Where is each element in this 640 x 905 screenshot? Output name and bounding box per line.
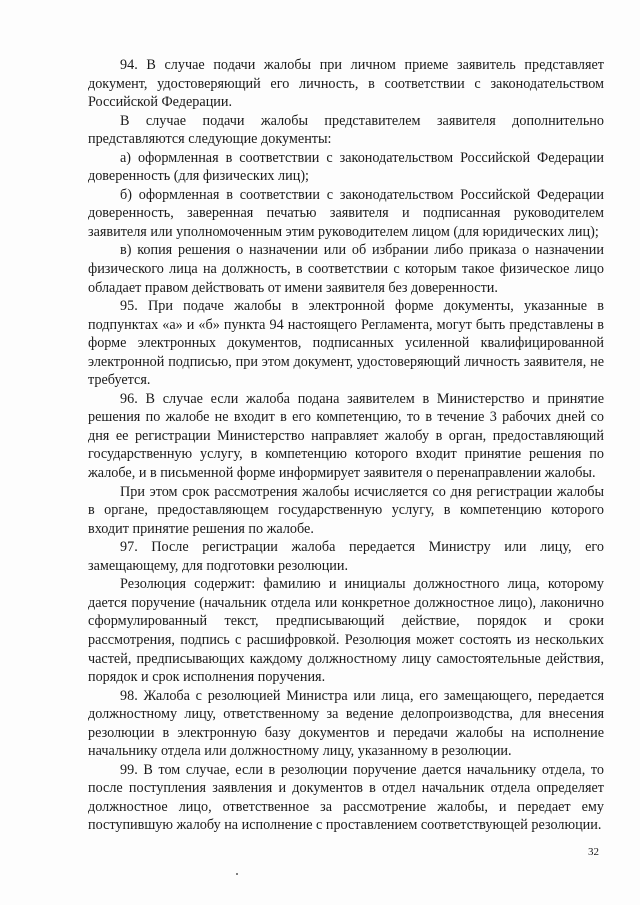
page-number: 32: [588, 846, 599, 858]
paragraph-96: 96. В случае если жалоба подана заявителем в Министерство и принятие решения по жалобе не входит в его компетенцию, то в течение 3 рабочих дней со дня ее регистрации Министерство направляет жалобу в орган, предоставляющий государственную услугу, в компетенцию которого входит принятие решения по жалобе, и в письменной форме информирует заявителя о перенаправлении жалобы.: [88, 390, 604, 482]
paragraph-representative-documents: В случае подачи жалобы представителем заявителя дополнительно представляются следующие документы:: [88, 112, 604, 148]
paragraph-94: 94. В случае подачи жалобы при личном приеме заявитель представляет документ, удостоверяющий его личность, в соответствии с законодательством Российской Федерации.: [88, 57, 604, 111]
paragraph-95: 95. При подаче жалобы в электронной форме документы, указанные в подпунктах «а» и «б» пункта 94 настоящего Регламента, могут быть представлены в форме электронных документов, подписанных усиленной квалифицированной электронной подписью, при этом документ, удостоверяющий личность заявителя, не требуется.: [88, 298, 604, 389]
paragraph-item-v: в) копия решения о назначении или об избрании либо приказа о назначении физического лица на должность, в соответствии с которым такое физическое лицо обладает правом действовать от имени заявителя без доверенности.: [88, 242, 604, 296]
paragraph-97: 97. После регистрации жалоба передается Министру или лицу, его замещающему, для подготовки резолюции.: [88, 539, 604, 574]
scan-artifact-dot: [236, 873, 238, 875]
paragraph-96-term: При этом срок рассмотрения жалобы исчисляется со дня регистрации жалобы в органе, предоставляющем государственную услугу, в компетенцию которого входит принятие решения по жалобе.: [88, 483, 604, 537]
paragraph-item-b: б) оформленная в соответствии с законодательством Российской Федерации доверенность, заверенная печатью заявителя и подписанная руководителем заявителя или уполномоченным этим руководителем лицом (для юридических лиц);: [88, 186, 604, 240]
paragraph-99: 99. В том случае, если в резолюции поручение дается начальнику отдела, то после поступления заявления и документов в отдел начальник отдела определяет должностное лицо, ответственное за рассмотрение жалобы, и передает ему поступившую жалобу на исполнение с проставлением соответствующей резолюции.: [88, 761, 604, 834]
document-body: [88, 56, 604, 835]
paragraph-resolution-contents: Резолюция содержит: фамилию и инициалы должностного лица, которому дается поручение (начальник отдела или конкретное должностное лицо), лаконично сформулированный текст, предписывающий действие, порядок и сроки рассмотрения, подпись с расшифровкой. Резолюция может состоять из нескольких частей, предписывающих каждому должностному лицу самостоятельные действия, порядок и срок исполнения поручения.: [88, 576, 604, 686]
paragraph-item-a: а) оформленная в соответствии с законодательством Российской Федерации доверенность (для физических лиц);: [88, 149, 604, 185]
paragraph-98: 98. Жалоба с резолюцией Министра или лица, его замещающего, передается должностному лицу, ответственному за ведение делопроизводства, для внесения резолюции в электронную базу документов и передачи жалобы на исполнение начальнику отдела или должностному лицу, указанному в резолюции.: [88, 687, 604, 760]
